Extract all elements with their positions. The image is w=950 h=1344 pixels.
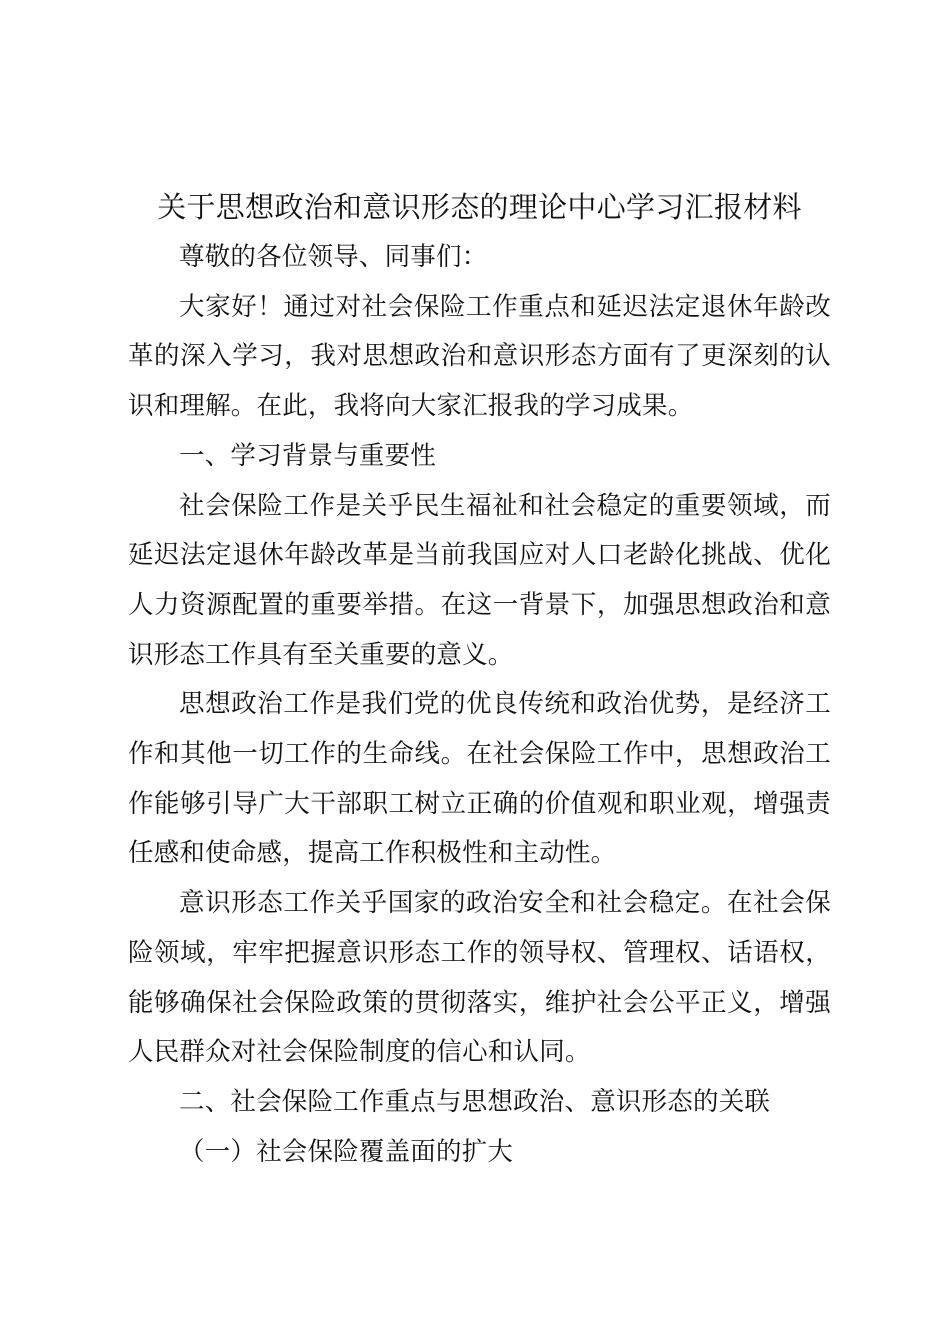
section-heading-1: 一、学习背景与重要性: [179, 440, 437, 471]
paragraph-ideology-work: 意识形态工作关乎国家的政治安全和社会稳定。在社会保险领域，牢牢把握意识形态工作的领导权、管理权、话语权，能够确保社会保险政策的贯彻落实，维护社会公平正义，增强人民群众对社会保险制度的信心和认同。: [128, 888, 831, 1068]
salutation: 尊敬的各位领导、同事们：: [179, 242, 488, 272]
section-heading-2: 二、社会保险工作重点与思想政治、意识形态的关联: [179, 1086, 771, 1117]
paragraph-background: 社会保险工作是关乎民生福祉和社会稳定的重要领域，而延迟法定退休年龄改革是当前我国应对人口老龄化挑战、优化人力资源配置的重要举措。在这一背景下，加强思想政治和意识形态工作具有至关重要的意义。: [128, 490, 831, 670]
document-title: 关于思想政治和意识形态的理论中心学习汇报材料: [157, 190, 802, 224]
paragraph-intro: 大家好！通过对社会保险工作重点和延迟法定退休年龄改革的深入学习，我对思想政治和意识形态方面有了更深刻的认识和理解。在此，我将向大家汇报我的学习成果。: [128, 291, 831, 422]
paragraph-political-work: 思想政治工作是我们党的优良传统和政治优势，是经济工作和其他一切工作的生命线。在社会保险工作中，思想政治工作能够引导广大干部职工树立正确的价值观和职业观，增强责任感和使命感，提高工作积极性和主动性。: [128, 689, 831, 869]
document-body: [128, 233, 831, 1177]
subsection-heading-1: （一）社会保险覆盖面的扩大: [179, 1136, 514, 1167]
